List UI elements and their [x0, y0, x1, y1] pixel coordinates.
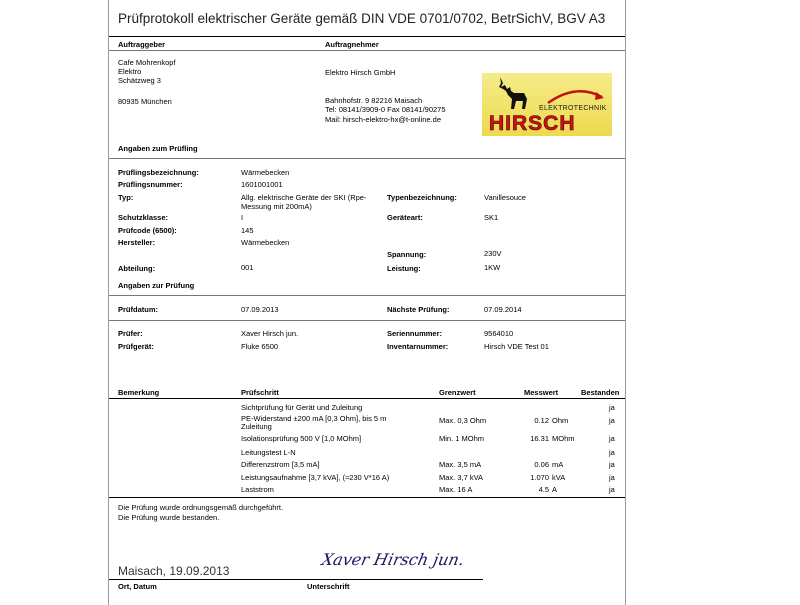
- limit-6: Max. 3,7 kVA: [439, 473, 484, 482]
- unit-6: kVA: [552, 473, 566, 482]
- device-value-type: Allg. elektrische Geräte der SKI (Rpe-Messung mit 200mA): [241, 193, 367, 211]
- value-3: 16.31: [530, 434, 549, 443]
- device-value-power: 1KW: [484, 263, 501, 272]
- value-5: 0.06: [534, 460, 549, 469]
- swoosh-icon: [546, 83, 606, 107]
- step-7: Laststrom: [241, 485, 274, 494]
- value-6: 1.070: [530, 473, 549, 482]
- contractor-mail: Mail: hirsch-elektro-hx@t-online.de: [325, 115, 441, 124]
- device-value-class: I: [241, 213, 244, 222]
- limit-2: Max. 0,3 Ohm: [439, 416, 487, 425]
- step-1: Sichtprüfung für Gerät und Zuleitung: [241, 403, 363, 412]
- contractor-name: Elektro Hirsch GmbH: [325, 68, 396, 77]
- table-header-divider: [109, 398, 625, 399]
- device-value-code: 145: [241, 226, 254, 235]
- col-header-passed: Bestanden: [581, 388, 620, 397]
- passed-7: ja: [609, 485, 615, 494]
- pruefung-divider: [109, 295, 625, 296]
- auftragnehmer-header: Auftragnehmer: [325, 40, 379, 49]
- step-5: Differenzstrom [3,5 mA]: [241, 460, 320, 469]
- test-device-label: Prüfgerät:: [118, 342, 154, 351]
- logo-brand: HIRSCH: [489, 112, 576, 135]
- unit-7: A: [552, 485, 558, 494]
- passed-4: ja: [609, 448, 615, 457]
- client-line-1: Cafe Mohrenkopf: [118, 58, 176, 67]
- device-value-manufacturer: Wärmebecken: [241, 238, 290, 247]
- protocol-page: [108, 0, 626, 605]
- passed-1: ja: [609, 403, 615, 412]
- tester-value: Xaver Hirsch jun.: [241, 329, 299, 338]
- test-device-value: Fluke 6500: [241, 342, 279, 351]
- passed-2: ja: [609, 416, 615, 425]
- client-line-3: Schätzweg 3: [118, 76, 161, 85]
- col-header-step: Prüfschritt: [241, 388, 279, 397]
- pruefung-section-title: Angaben zur Prüfung: [118, 281, 195, 290]
- company-logo: [482, 73, 612, 136]
- client-line-2: Elektro: [118, 67, 142, 76]
- col-header-limit: Grenzwert: [439, 388, 476, 397]
- next-test-label: Nächste Prüfung:: [387, 305, 450, 314]
- step-6: Leistungsaufnahme [3,7 kVA], (≈230 V*16 A): [241, 473, 390, 482]
- footer-place-date-label: Ort, Datum: [118, 582, 157, 591]
- client-city: 80935 München: [118, 97, 172, 106]
- step-4: Leitungstest L-N: [241, 448, 296, 457]
- device-value-kind: SK1: [484, 213, 499, 222]
- limit-7: Max. 16 A: [439, 485, 473, 494]
- auftraggeber-header: Auftraggeber: [118, 40, 166, 49]
- device-value-number: 1601001001: [241, 180, 283, 189]
- device-label-department: Abteilung:: [118, 264, 156, 273]
- unit-3: MOhm: [552, 434, 575, 443]
- inventory-value: Hirsch VDE Test 01: [484, 342, 549, 351]
- device-label-number: Prüflingsnummer:: [118, 180, 183, 189]
- step-2: PE-Widerstand ±200 mA [0,3 Ohm], bis 5 m Zuleitung: [241, 414, 387, 431]
- device-value-voltage: 230V: [484, 249, 502, 258]
- document-title: Prüfprotokoll elektrischer Geräte gemäß DIN VDE 0701/0702, BetrSichV, BGV A3: [118, 11, 606, 26]
- device-label-voltage: Spannung:: [387, 250, 427, 259]
- device-value-department: 001: [241, 263, 254, 272]
- device-label-type: Typ:: [118, 193, 134, 202]
- place-date: Maisach, 19.09.2013: [118, 564, 230, 578]
- date-divider: [109, 320, 625, 321]
- passed-6: ja: [609, 473, 615, 482]
- serial-label: Seriennummer:: [387, 329, 443, 338]
- test-date-label: Prüfdatum:: [118, 305, 158, 314]
- step-3: Isolationsprüfung 500 V [1,0 MOhm]: [241, 434, 362, 443]
- device-value-typename: Vanillesouce: [484, 193, 526, 202]
- device-label-name: Prüflingsbezeichnung:: [118, 168, 199, 177]
- contractor-address: Bahnhofstr. 9 82216 Maisach: [325, 96, 423, 105]
- test-date-value: 07.09.2013: [241, 305, 279, 314]
- footer-signature-label: Unterschrift: [307, 582, 350, 591]
- title-divider: [109, 36, 625, 37]
- device-label-kind: Geräteart:: [387, 213, 423, 222]
- signature-line: [109, 579, 483, 580]
- limit-3: Min. 1 MOhm: [439, 434, 485, 443]
- device-label-manufacturer: Hersteller:: [118, 238, 156, 247]
- serial-value: 9564010: [484, 329, 514, 338]
- col-header-value: Messwert: [524, 388, 559, 397]
- contractor-phone: Tel: 08141/3909-0 Fax 08141/90275: [325, 105, 446, 114]
- device-label-code: Prüfcode (6500):: [118, 226, 177, 235]
- result-line-1: Die Prüfung wurde ordnungsgemäß durchgeführt.: [118, 503, 284, 512]
- col-header-remark: Bemerkung: [118, 388, 160, 397]
- device-label-class: Schutzklasse:: [118, 213, 169, 222]
- deer-icon: [494, 75, 534, 113]
- parties-divider: [109, 50, 625, 51]
- value-2: 0.12: [534, 416, 549, 425]
- next-test-value: 07.09.2014: [484, 305, 522, 314]
- table-bottom-divider: [109, 497, 625, 498]
- unit-2: Ohm: [552, 416, 569, 425]
- logo-subtitle: ELEKTROTECHNIK: [539, 105, 607, 112]
- device-label-power: Leistung:: [387, 264, 421, 273]
- signature: Xaver Hirsch jun.: [319, 550, 467, 569]
- pruefling-divider: [109, 158, 625, 159]
- result-line-2: Die Prüfung wurde bestanden.: [118, 513, 220, 522]
- tester-label: Prüfer:: [118, 329, 143, 338]
- unit-5: mA: [552, 460, 564, 469]
- limit-5: Max. 3,5 mA: [439, 460, 482, 469]
- device-label-typename: Typenbezeichnung:: [387, 193, 457, 202]
- pruefling-section-title: Angaben zum Prüfling: [118, 144, 198, 153]
- passed-5: ja: [609, 460, 615, 469]
- value-7: 4.5: [538, 485, 549, 494]
- passed-3: ja: [609, 434, 615, 443]
- device-value-name: Wärmebecken: [241, 168, 290, 177]
- inventory-label: Inventarnummer:: [387, 342, 449, 351]
